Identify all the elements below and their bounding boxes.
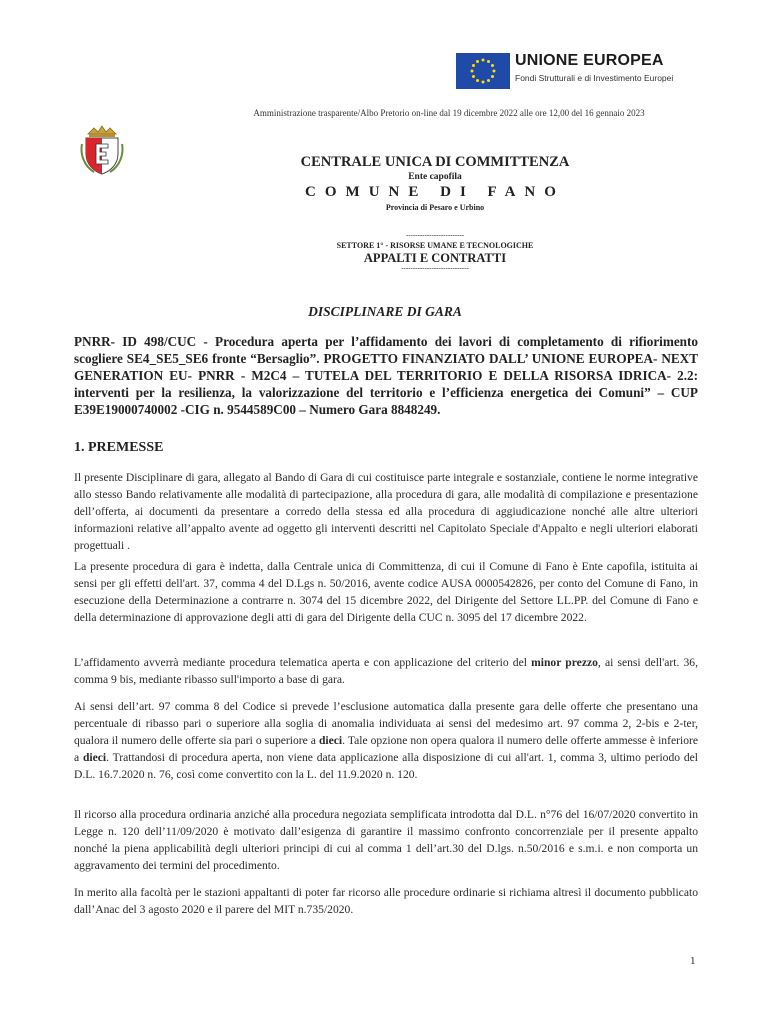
ente-capofila: Ente capofila	[408, 172, 462, 182]
text-run: . Trattandosi di procedura aperta, non viene data applicazione alla disposizione di cui all'art. 1, comma 3, ultimo periodo del D.L. 16.7.2020 n. 76, così come convertito con la L. del 11.9.2020 n. 120.	[74, 751, 699, 781]
section-heading: 1. PREMESSE	[74, 440, 164, 455]
eu-subtitle: Fondi Strutturali e di Investimento Europei	[515, 73, 674, 83]
bold-text: dieci	[82, 751, 107, 764]
text-run: . Tale opzione non opera qualora il numero delle offerte ammesse è inferiore a	[74, 734, 698, 764]
fano-crest-logo	[80, 124, 124, 176]
divider-dashes: -----------------------------	[401, 264, 469, 272]
document-title: DISCIPLINARE DI GARA	[308, 304, 462, 319]
paragraph: In merito alla facoltà per le stazioni appaltanti di poter far ricorso alle procedure ordinarie si richiama altresì il documento pubblicato dall’Anac del 3 agosto 2020 e il parere del MIT n.735/2020.	[74, 886, 698, 916]
text-run: L’affidamento avverrà mediante procedura telematica aperta e con applicazione del criterio del	[74, 656, 532, 669]
paragraph: La presente procedura di gara è indetta, dalla Centrale unica di Committenza, di cui il Comune di Fano è Ente capofila, istituita ai sensi per gli effetti dell'art. 37, comma 4 del D.Lgs n. 50/2016, avente codice AUSA 0000542826, per conto del Comune di Fano, in esecuzione della Determinazione a contrarre n. 3074 del 15 dicembre 2022, del Dirigente del Settore LL.PP. del Comune di Fano e della determinazione di approvazione degli atti di gara del Dirigente della CUC n. 3095 del 17 dicembre 2022.	[74, 560, 698, 624]
object-paragraph: PNRR- ID 498/CUC - Procedura aperta per l’affidamento dei lavori di completamento di rifiorimento scogliere SE4_SE5_SE6 fronte “Bersaglio”. PROGETTO FINANZIATO DALL’ UNIONE EUROPEA- NEXT GENERATION EU- PNRR - M2C4 – TUTELA DEL TERRITORIO E DELLA RISORSA IDRICA- 2.2: interventi per la resilienza, la valorizzazione del territorio e l’efficienza energetica dei Comuni” – CUP E39E19000740002 -CIG n. 9544589C00 – Numero Gara 8848249.	[74, 334, 698, 417]
eu-title: UNIONE EUROPEA	[515, 52, 664, 69]
eu-flag-logo	[456, 53, 510, 89]
paragraph	[74, 698, 698, 783]
bold-text: dieci	[318, 734, 343, 747]
bold-text: minor prezzo	[531, 656, 598, 669]
settore: SETTORE 1° - RISORSE UMANE E TECNOLOGICHE	[336, 241, 534, 250]
comune-name: COMUNE DI FANO	[305, 184, 565, 200]
paragraph: Il presente Disciplinare di gara, allegato al Bando di Gara di cui costituisce parte integrale e sostanziale, contiene le norme integrative allo stesso Bando relativamente alle modalità di partecipazione, alla procedura di gara, alle modalità di compilazione e presentazione dell’offerta, ai documenti da presentare a corredo della stessa ed alla procedura di aggiudicazione nonché alle altre ulteriori informazioni relative all’appalto avente ad oggetto gli interventi descritti nel Capitolato Speciale d'Appalto e negli ulteriori elaborati progettuali .	[74, 471, 698, 552]
central-title: CENTRALE UNICA DI COMMITTENZA	[300, 154, 570, 170]
paragraph	[74, 654, 698, 688]
paragraph: Il ricorso alla procedura ordinaria anziché alla procedura negoziata semplificata introdotta dal D.L. n°76 del 16/07/2020 convertito in Legge n. 120 dell’11/09/2020 è motivato dall’esigenza di garantire il massimo confronto concorrenziale per il presente appalto nonché la piena applicabilità degli ulteriori principi di cui al comma 1 dell’art.30 del D.lgs. n.50/2016 e s.m.i. e non comporta un aggravamento dei termini del procedimento.	[74, 808, 698, 872]
text-run: Ai sensi dell’art. 97 comma 8 del Codice si prevede l’esclusione automatica dalla presente gara delle offerte che presentano una percentuale di ribasso pari o superiore alla soglia di anomalia individuata ai sensi del medesimo art. 97 comma 2, 2-bis e 2-ter, qualora il numero delle offerte sia pari o superiore a	[74, 700, 698, 747]
text-run: , ai sensi dell'art. 36, comma 9 bis, mediante ribasso sull'importo a base di gara.	[74, 656, 698, 686]
publication-notice: Amministrazione trasparente/Albo Pretorio on-line dal 19 dicembre 2022 alle ore 12,00 del 16 gennaio 2023	[253, 108, 645, 118]
provincia: Provincia di Pesaro e Urbino	[385, 203, 485, 212]
divider-dashes: -------------------------	[405, 231, 465, 239]
page-number: 1	[690, 955, 696, 967]
appalti-contratti: APPALTI E CONTRATTI	[363, 251, 507, 265]
